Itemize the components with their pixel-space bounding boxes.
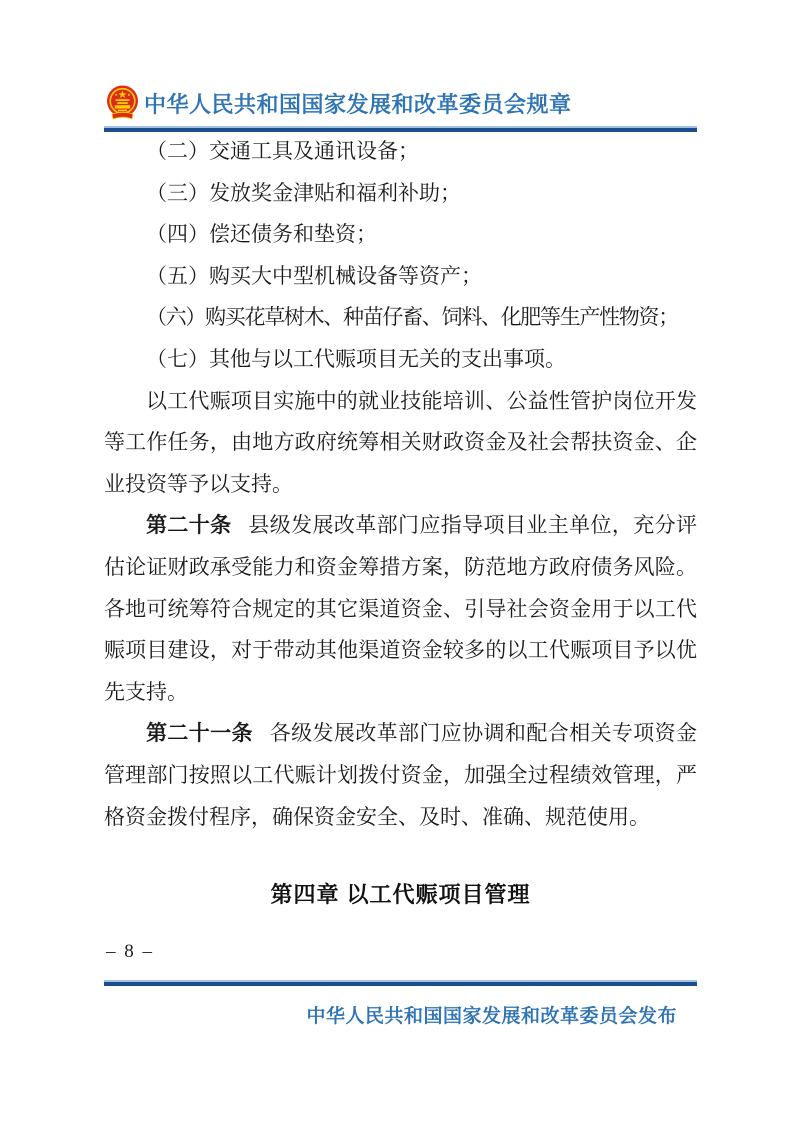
article-20-text: 县级发展改革部门应指导项目业主单位，充分评估论证财政承受能力和资金筹措方案，防范地方政府债务风险。各地可统筹符合规定的其它渠道资金、引导社会资金用于以工代赈项目建设，对于带动其他渠道资金较多的以工代赈项目予以优先支持。: [104, 513, 698, 704]
list-item-5: （五）购买大中型机械设备等资产；: [146, 263, 482, 288]
page-number: – 8 –: [106, 941, 154, 962]
list-item-6: （六）购买花草树木、种苗仔畜、饲料、化肥等生产性物资；: [146, 305, 678, 330]
article-20-number: 第二十条: [146, 513, 232, 538]
list-item-7: （七）其他与以工代赈项目无关的支出事项。: [146, 346, 566, 371]
footer-rule: [104, 980, 697, 986]
list-item-3: （三）发放奖金津贴和福利补助；: [146, 180, 461, 205]
paragraph-support: 以工代赈项目实施中的就业技能培训、公益性管护岗位开发等工作任务，由地方政府统筹相关财政资金及社会帮扶资金、企业投资等予以支持。: [104, 388, 697, 496]
document-header: [104, 83, 697, 123]
document-body: [104, 131, 697, 838]
article-21: [104, 713, 697, 838]
article-21-number: 第二十一条: [146, 721, 253, 746]
article-21-text: 各级发展改革部门应协调和配合相关专项资金管理部门按照以工代赈计划拨付资金，加强全过程绩效管理，严格资金拨付程序，确保资金安全、及时、准确、规范使用。: [104, 721, 698, 829]
prc-national-emblem-icon: [104, 84, 141, 123]
list-item-4: （四）偿还债务和垫资；: [146, 222, 377, 247]
article-20: [104, 505, 697, 713]
publisher-line: 中华人民共和国国家发展和改革委员会发布: [306, 1006, 677, 1027]
header-title: 中华人民共和国国家发展和改革委员会规章: [144, 91, 572, 117]
chapter-heading: 第四章 以工代赈项目管理: [270, 882, 531, 907]
list-item-2: （二）交通工具及通讯设备；: [146, 139, 419, 163]
